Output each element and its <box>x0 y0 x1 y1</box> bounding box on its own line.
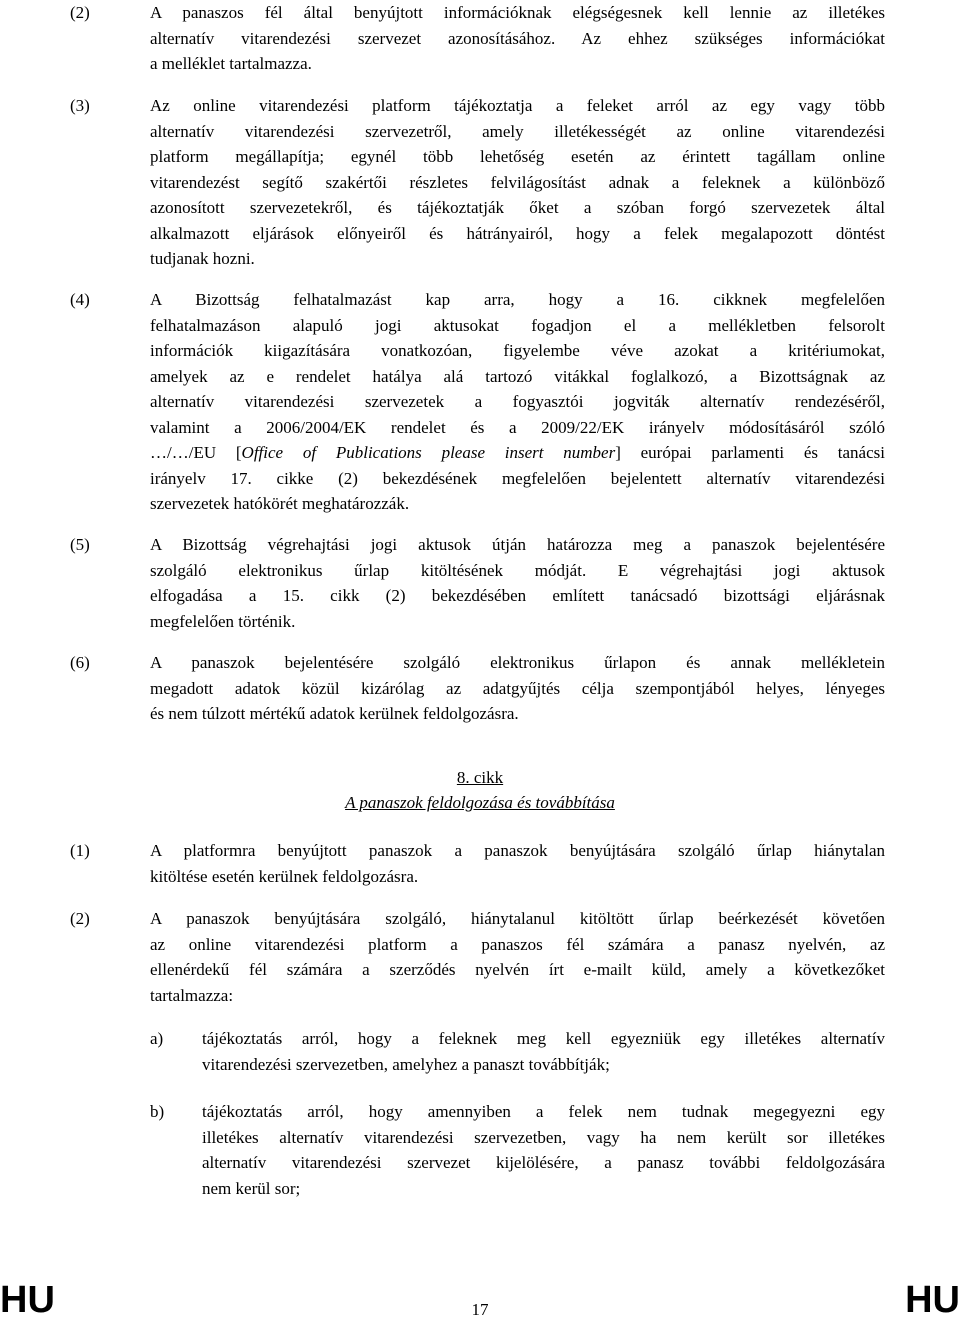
text-line: megfelelően történik. <box>150 611 296 631</box>
text-line: Az online vitarendezési platform tájékoztatja a feleket arról az egy vagy több <box>150 96 885 115</box>
text-line: nem kerül sor; <box>202 1178 301 1198</box>
text-line: alternatív vitarendezési szervezet kijelölésére, a panasz további feldolgozására <box>202 1153 885 1172</box>
text-line: információk kiigazítására vonatkozóan, figyelembe véve azokat a kritériumokat, <box>150 341 885 360</box>
text-line: szolgáló elektronikus űrlap kitöltésének módját. E végrehajtási jogi aktusok <box>150 560 885 580</box>
paragraph-number: (1) <box>70 841 90 860</box>
text-line: alternatív vitarendezési szervezet azonosításához. Az ehhez szükséges információkat <box>150 28 885 48</box>
text-line: amelyek az e rendelet hatálya alá tartozó vitákkal foglalkozó, a Bizottságnak az <box>150 366 885 386</box>
text-line: alternatív vitarendezési szervezetről, amely illetékességét az online vitarendezési <box>150 121 885 141</box>
paragraph-number: (6) <box>70 653 90 672</box>
paragraph-text <box>150 0 885 77</box>
paragraph-number: (4) <box>70 290 90 309</box>
text-fragment: ] európai parlamenti és tanácsi <box>615 443 885 462</box>
text-line: A Bizottság felhatalmazást kap arra, hogy a 16. cikknek megfelelően <box>150 290 885 309</box>
article-heading <box>0 765 960 815</box>
paragraph-text <box>150 287 885 517</box>
sub-item-text <box>202 1099 885 1201</box>
text-line: szervezetek hatókörét meghatározzák. <box>150 494 410 513</box>
article-number-text: 8. cikk <box>456 768 504 787</box>
text-line: alkalmazott eljárások előnyeiről és hátrányairól, hogy a felek megalapozott döntést <box>150 223 885 243</box>
text-line: tudjanak hozni. <box>150 249 255 268</box>
text-line: A panaszok bejelentésére szolgáló elektronikus űrlapon és annak mellékletein <box>150 653 885 672</box>
text-line: A panaszos fél által benyújtott információknak elégségesnek kell lennie az illetékes <box>150 3 885 22</box>
text-line: a melléklet tartalmazza. <box>150 54 312 73</box>
text-line: vitarendezést segítő szakértői részletes felvilágosítást adnak a feleknek a különböző <box>150 172 885 192</box>
text-line: kitöltése esetén kerülnek feldolgozásra. <box>150 866 419 886</box>
page-number: 17 <box>471 1300 489 1319</box>
paragraph-text <box>150 532 885 634</box>
text-line: azonosított szervezetekről, és tájékoztatják őket a szóban forgó szervezetek által <box>150 198 885 217</box>
paragraph-number: (2) <box>70 3 90 22</box>
paragraph-number: (3) <box>70 96 90 115</box>
text-line: tájékoztatás arról, hogy amennyiben a felek nem tudnak megegyezni egy <box>202 1102 885 1121</box>
text-line: az online vitarendezési platform a panaszos fél számára a panasz nyelvén, az <box>150 934 885 954</box>
text-line: elfogadása a 15. cikk (2) bekezdésében említett tanácsadó bizottsági eljárásnak <box>150 586 885 605</box>
text-line: irányelv 17. cikke (2) bekezdésének megfelelően bejelentett alternatív vitarendezési <box>150 468 885 488</box>
article-number <box>0 765 960 790</box>
paragraph-number: (2) <box>70 909 90 928</box>
paragraph-text <box>150 93 885 272</box>
text-line: A platformra benyújtott panaszok a panaszok benyújtására szolgáló űrlap hiánytalan <box>150 841 885 860</box>
sub-item-text <box>202 1026 885 1077</box>
sub-item-label: a) <box>150 1029 164 1048</box>
paragraph-text <box>150 906 885 1008</box>
text-line: megadott adatok közül kizárólag az adatgyűjtés célja szempontjából helyes, lényeges <box>150 678 885 698</box>
footer-language-left: HU <box>0 1279 55 1321</box>
text-line: illetékes alternatív vitarendezési szervezetben, vagy ha nem került sor illetékes <box>202 1127 885 1147</box>
sub-item-label: b) <box>150 1102 165 1121</box>
paragraph-text <box>150 838 885 889</box>
text-line: A Bizottság végrehajtási jogi aktusok útján határozza meg a panaszok bejelentésére <box>150 535 885 554</box>
text-line: ellenérdekű fél számára a szerződés nyelvén írt e-mailt küld, amely a következőket <box>150 960 885 979</box>
text-line: felhatalmazáson alapuló jogi aktusokat fogadjon el a mellékletben felsorolt <box>150 315 885 335</box>
paragraph-number: (5) <box>70 535 90 554</box>
text-line: vitarendezési szervezetben, amelyhez a panaszt továbbítják; <box>202 1054 610 1074</box>
footer-language-right: HU <box>905 1279 960 1321</box>
text-fragment: …/…/EU [ <box>150 443 242 462</box>
text-line: alternatív vitarendezési szervezetek a fogyasztói jogviták alternatív rendezéséről, <box>150 392 885 411</box>
text-line-with-reference <box>150 440 885 466</box>
text-line: valamint a 2006/2004/EK rendelet és a 2009/22/EK irányelv módosításáról szóló <box>150 417 885 437</box>
text-line: platform megállapítja; egynél több lehetőség esetén az érintett tagállam online <box>150 147 885 166</box>
text-line: A panaszok benyújtására szolgáló, hiánytalanul kitöltött űrlap beérkezését követően <box>150 909 885 928</box>
paragraph-text <box>150 650 885 727</box>
text-line: és nem túlzott mértékű adatok kerülnek feldolgozásra. <box>150 704 519 723</box>
text-line: tartalmazza: <box>150 985 234 1005</box>
text-line: tájékoztatás arról, hogy a feleknek meg kell egyezniük egy illetékes alternatív <box>202 1029 885 1048</box>
article-title: A panaszok feldolgozása és továbbítása <box>345 793 615 812</box>
publications-placeholder: Office of Publications please insert number <box>241 443 616 462</box>
